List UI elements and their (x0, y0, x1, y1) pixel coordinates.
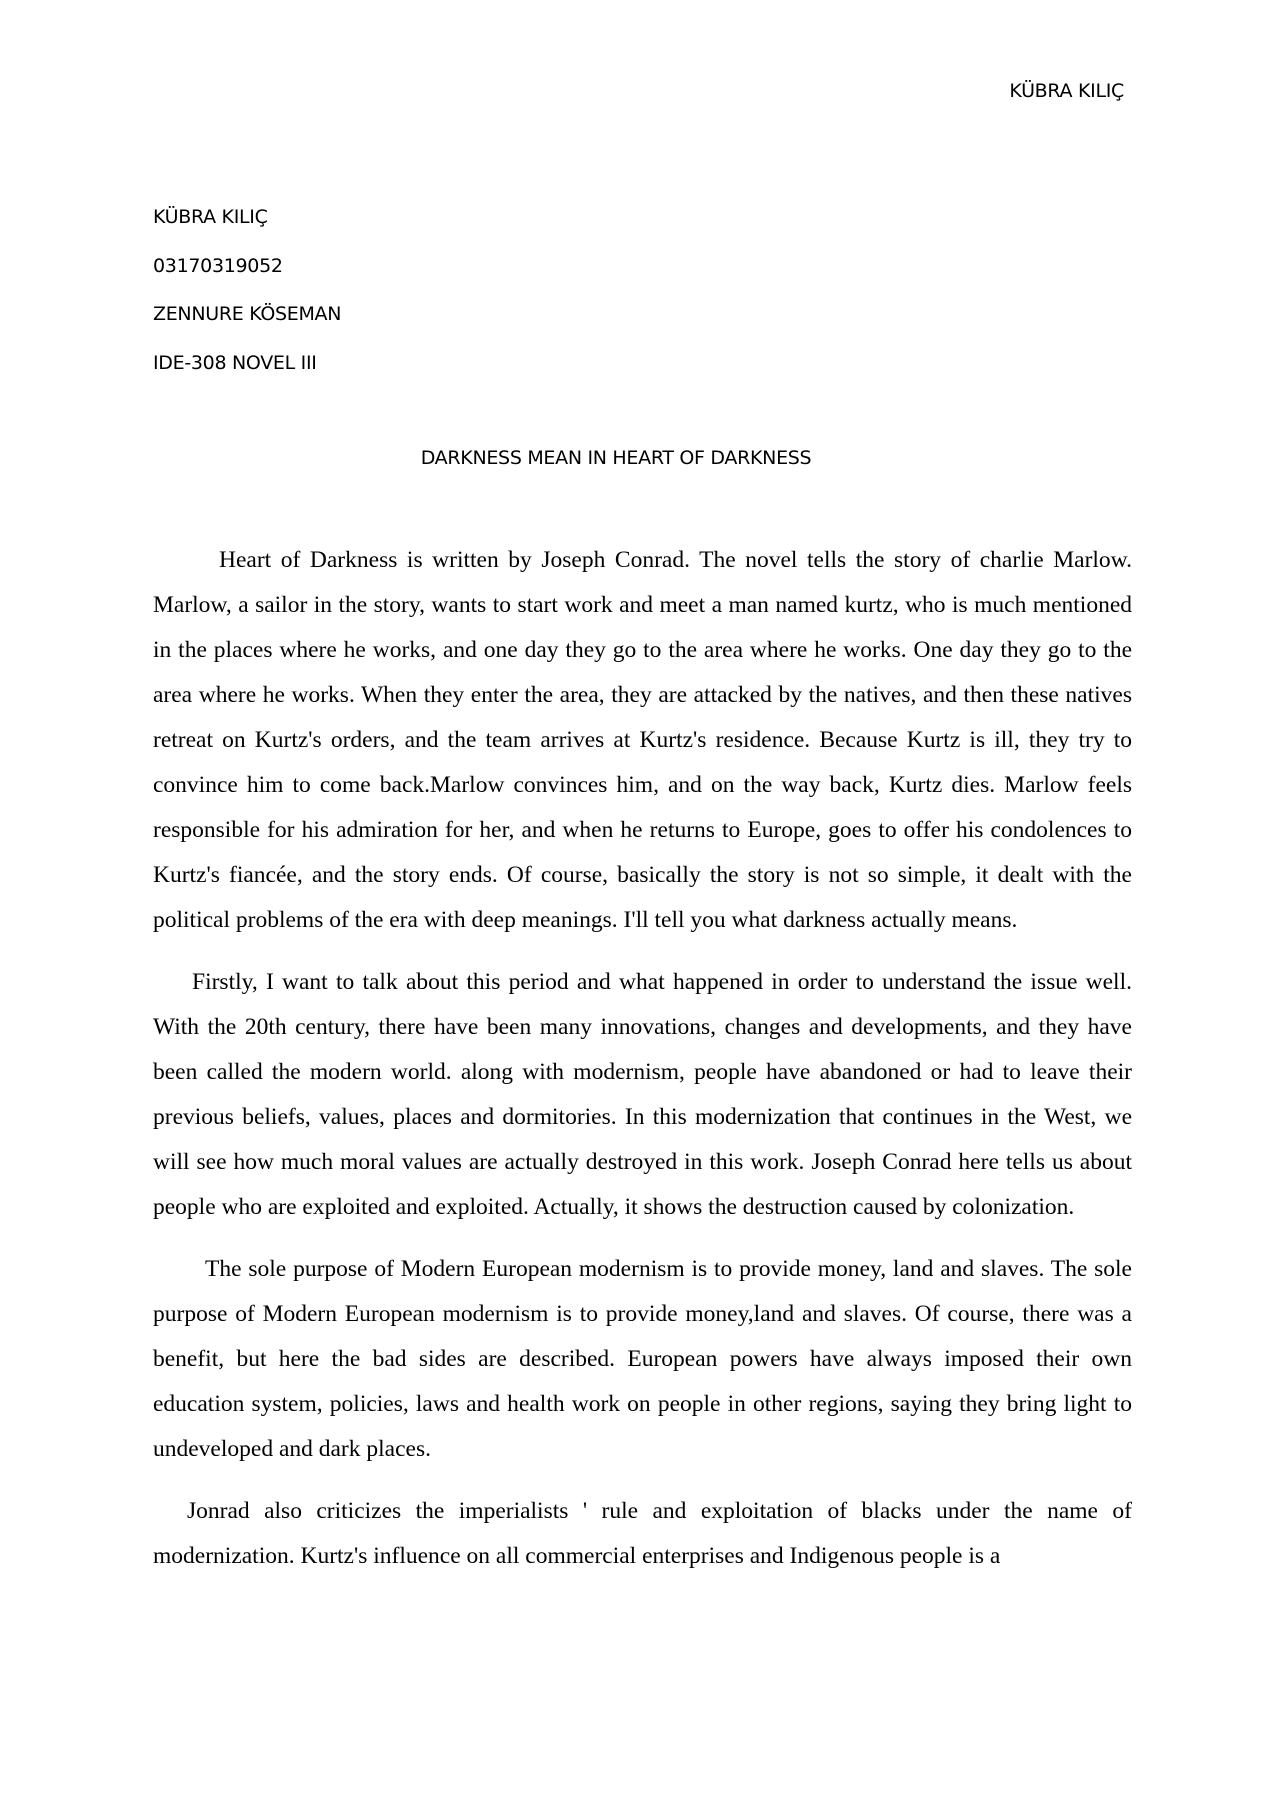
student-info-block (153, 204, 341, 398)
page-header-author: KÜBRA KILIÇ (1009, 80, 1124, 102)
student-name: KÜBRA KILIÇ (153, 206, 268, 228)
paragraph-1: Heart of Darkness is written by Joseph Conrad. The novel tells the story of charlie Marlow. Marlow, a sailor in the story, wants to start work and meet a man named kurtz, who is much mentioned in the places where he works, and one day they go to the area where he works. One day they go to the area where he works. When they enter the area, they are attacked by the natives, and then these natives retreat on Kurtz's orders, and the team arrives at Kurtz's residence. Because Kurtz is ill, they try to convince him to come back.Marlow convinces him, and on the way back, Kurtz dies. Marlow feels responsible for his admiration for her, and when he returns to Europe, goes to offer his condolences to Kurtz's fiancée, and the story ends. Of course, basically the story is not so simple, it dealt with the political problems of the era with deep meanings. I'll tell you what darkness actually means. (153, 547, 1132, 933)
paragraph-4: Jonrad also criticizes the imperialists ' rule and exploitation of blacks under the name of modernization. Kurtz's influence on all commercial enterprises and Indigenous people is a (153, 1498, 1132, 1569)
course-code: IDE-308 NOVEL III (153, 351, 317, 374)
paragraph-2: Firstly, I want to talk about this period and what happened in order to understand the issue well. With the 20th century, there have been many innovations, changes and developments, and they have been called the modern world. along with modernism, people have abandoned or had to leave their previous beliefs, values, places and dormitories. In this modernization that continues in the West, we will see how much moral values are actually destroyed in this work. Joseph Conrad here tells us about people who are exploited and exploited. Actually, it shows the destruction caused by colonization. (153, 969, 1132, 1220)
instructor-name: ZENNURE KÖSEMAN (153, 303, 342, 326)
essay-body (153, 538, 1132, 1596)
essay-title: DARKNESS MEAN IN HEART OF DARKNESS (420, 447, 812, 469)
paragraph-3: The sole purpose of Modern European modernism is to provide money, land and slaves. The sole purpose of Modern European modernism is to provide money,land and slaves. Of course, there was a benefit, but here the bad sides are described. European powers have always imposed their own education system, policies, laws and health work on people in other regions, saying they bring light to undeveloped and dark places. (153, 1256, 1132, 1462)
student-number: 03170319052 (153, 254, 283, 277)
